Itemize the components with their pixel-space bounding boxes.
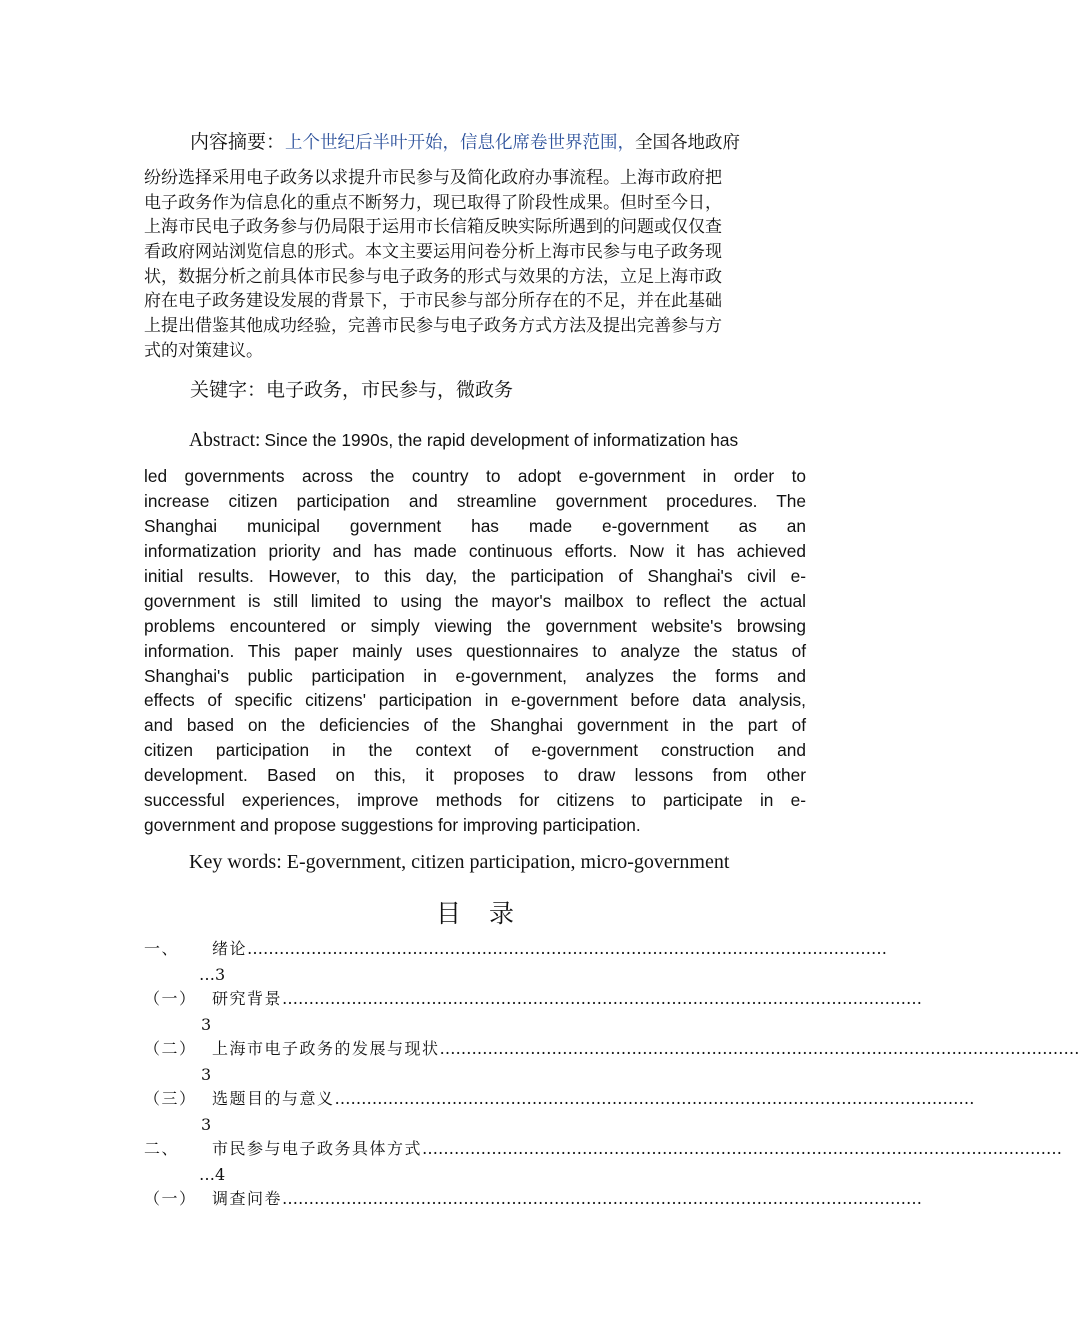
toc-title: 目录 (435, 899, 542, 928)
abstract-cn-lead (190, 128, 810, 157)
abstract-en-line: successful experiences, improve methods for citizens to participate in e- (144, 790, 806, 811)
toc-entry-title: 选题目的与意义 (212, 1089, 335, 1108)
abstract-cn-label: 内容摘要： (190, 131, 286, 153)
abstract-cn-line: 看政府网站浏览信息的形式。本文主要运用问卷分析上海市民参与电子政务现 (144, 242, 722, 263)
toc-entry-title: 研究背景 (212, 989, 283, 1008)
abstract-en-line: development. Based on this, it proposes to draw lessons from other (144, 765, 806, 786)
abstract-en-lead-text: Since the 1990s, the rapid development of informatization has (264, 430, 739, 450)
toc-entry-number: （一） (144, 989, 197, 1008)
toc-entry-title: 调查问卷 (212, 1189, 283, 1208)
abstract-en-body (144, 464, 806, 838)
toc-entry-page: …3 (199, 965, 226, 984)
toc-entry[interactable]: 二、 市民参与电子政务具体方式………………………………………………………………………………………………………… (144, 1139, 1063, 1158)
toc-entry[interactable]: （一） 调查问卷………………………………………………………………………………………………………… (144, 1189, 923, 1208)
abstract-cn-line: 纷纷选择采用电子政务以求提升市民参与及简化政府办事流程。上海市政府把 (144, 168, 722, 188)
abstract-cn-line: 上海市民电子政务参与仍局限于运用市长信箱反映实际所遇到的问题或仅仅查 (144, 217, 722, 238)
toc-entry-number: （三） (144, 1089, 197, 1108)
abstract-en-line: increase citizen participation and streamline government procedures. The (144, 490, 806, 511)
abstract-en-line: effects of specific citizens' participation in e-government before data analysis, (144, 690, 806, 711)
abstract-cn-lead-rest: 全国各地政府 (635, 133, 741, 153)
abstract-en-keywords-text: E-government, citizen participation, micro-government (286, 851, 730, 873)
abstract-cn-body (144, 166, 808, 364)
abstract-en-line: informatization priority and has made continuous efforts. Now it has achieved (144, 540, 806, 561)
abstract-cn-keywords: 关键字：电子政务，市民参与，微政务 (190, 379, 514, 401)
abstract-en-line: problems encountered or simply viewing the government website's browsing (144, 615, 806, 636)
abstract-en-line: Shanghai municipal government has made e-government as an (144, 515, 806, 536)
toc-entry[interactable]: （二） 上海市电子政务的发展与现状………………………………………………………………………………………………………… (144, 1039, 1080, 1058)
abstract-en-lead (189, 426, 809, 456)
toc-entry[interactable]: 一、 绪论………………………………………………………………………………………………………… (144, 939, 888, 958)
toc-entry-number: 二、 (144, 1139, 180, 1158)
abstract-en-line: initial results. However, to this day, the participation of Shanghai's civil e- (144, 565, 806, 586)
abstract-en-line: government and propose suggestions for improving participation. (144, 815, 641, 836)
abstract-en-line: government is still limited to using the mayor's mailbox to reflect the actual (144, 590, 806, 611)
toc-entry-page: 3 (201, 1115, 212, 1134)
abstract-cn-line: 府在电子政务建设发展的背景下，于市民参与部分所存在的不足，并在此基础 (144, 291, 722, 312)
toc-entry-page: 3 (201, 1065, 212, 1084)
abstract-cn-line: 上提出借鉴其他成功经验，完善市民参与电子政务方式方法及提出完善参与方 (144, 316, 722, 337)
toc-entry-title: 市民参与电子政务具体方式 (212, 1139, 423, 1158)
abstract-cn-line: 电子政务作为信息化的重点不断努力，现已取得了阶段性成果。但时至今日， (144, 192, 722, 213)
abstract-en-line: and based on the deficiencies of the Shanghai government in the part of (144, 715, 806, 736)
toc-entry-page: …4 (199, 1165, 226, 1184)
toc-entry-number: （二） (144, 1039, 197, 1058)
abstract-cn-line: 状，数据分析之前具体市民参与电子政务的形式与效果的方法，立足上海市政 (144, 266, 722, 287)
toc-entry[interactable]: （一） 研究背景………………………………………………………………………………………………………… (144, 989, 923, 1008)
abstract-en-line: citizen participation in the context of e-government construction and (144, 740, 806, 761)
toc-entry-title: 绪论 (212, 939, 248, 958)
toc-entry-number: 一、 (144, 939, 180, 958)
abstract-en-line: led governments across the country to adopt e-government in order to (144, 466, 806, 486)
abstract-en-line: information. This paper mainly uses questionnaires to analyze the status of (144, 640, 806, 661)
toc-entry-page: 3 (201, 1015, 212, 1034)
abstract-cn-highlight: 上个世纪后半叶开始，信息化席卷世界范围， (285, 133, 636, 153)
abstract-en-label: Abstract: (189, 430, 261, 451)
abstract-cn-line: 式的对策建议。 (144, 340, 263, 361)
abstract-en-line: Shanghai's public participation in e-government, analyzes the forms and (144, 665, 806, 686)
toc-entry-title: 上海市电子政务的发展与现状 (212, 1039, 440, 1058)
toc-entry-number: （一） (144, 1189, 197, 1208)
abstract-en-keywords (189, 848, 729, 876)
toc-entry[interactable]: （三） 选题目的与意义………………………………………………………………………………………………………… (144, 1089, 975, 1108)
abstract-en-keywords-label: Key words: (189, 851, 282, 873)
